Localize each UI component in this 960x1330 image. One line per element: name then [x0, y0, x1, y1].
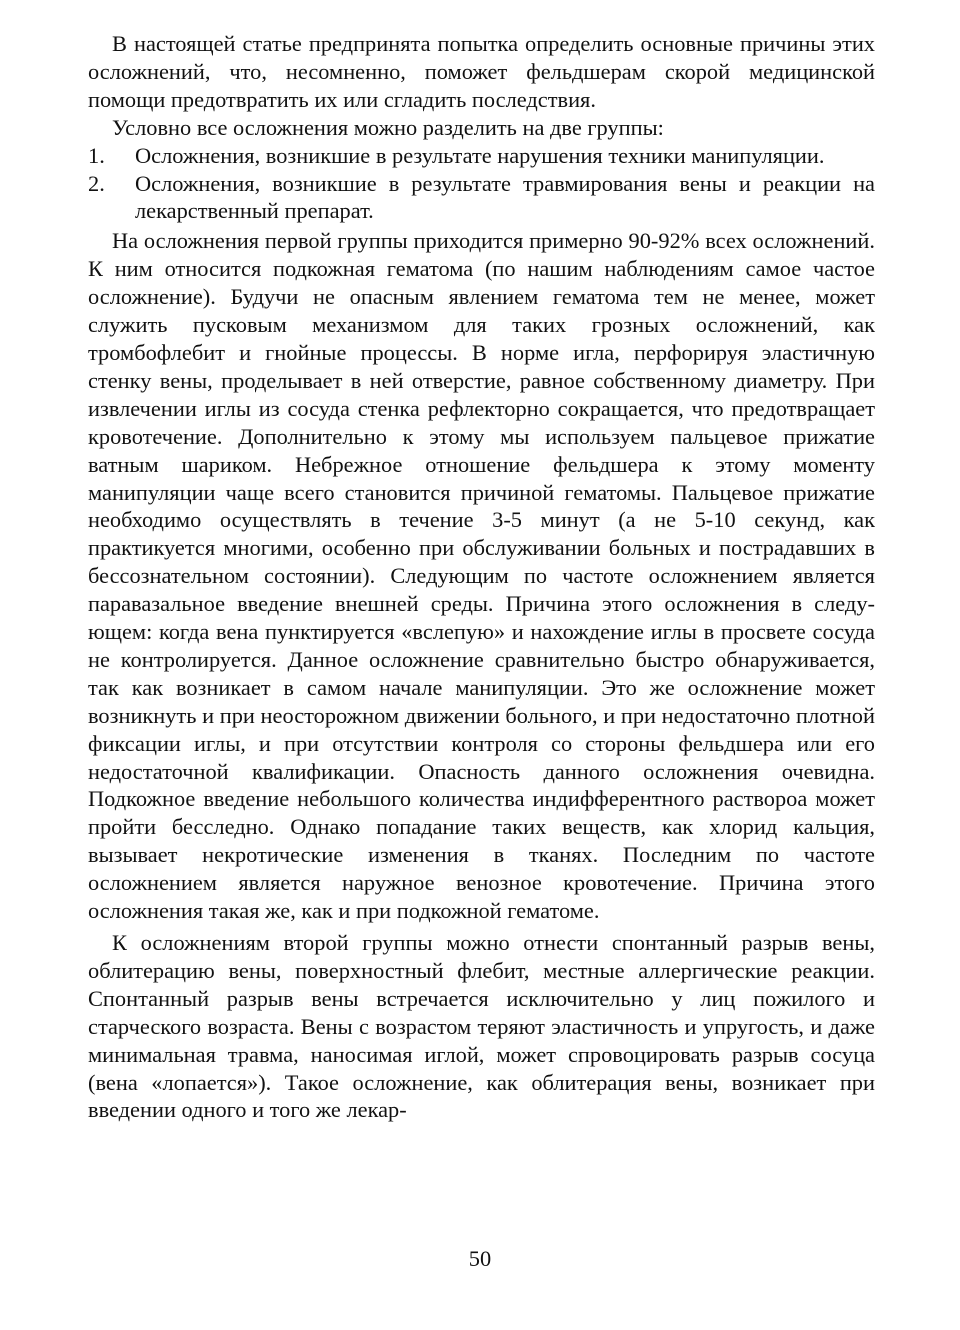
list-item-number: 1. — [88, 142, 105, 168]
paragraph-first-group: На осложнения первой группы приходится примерно 90-92% всех осложнений. К ним относится подкожная гематома (по нашим наблюдениям самое частое осложнение). Будучи не опасным явлением гематома тем не менее, может служить пусковым механизмом для таких грозных осложнений, как тромбофлебит и гнойные процессы. В норме игла, перфорируя эластичную стенку вены, проделывает в ней отверстие, равное собственному диаметру. При извлечении иглы из сосуда стенка рефлекторно сокращается, что предотвращает кровотечение. Дополнительно к этому мы используем пальцевое прижатие ватным шариком. Небрежное отношение фельдшера к этому моменту манипуляции чаще всего становится причиной гематомы. Пальцевое прижатие необходимо осуществлять в течение 3-5 минут (а не 5-10 секунд, как практикуется многими, особенно при обслуживании больных и пострадавших в бессознательном состоянии). Следующим по частоте осложнением является паравазальное введение внешней среды. Причина этого осложнения в следующем: когда вена пунктируется «вслепую» и нахождение иглы в просвете сосуда не контролируется. Данное осложнение сравнительно быстро обнаруживается, так как возникает в самом начале манипуляции. Это же осложнение может возникнуть и при неосторожном движении больного, и при недостаточно плотной фиксации иглы, и при отсутствии контроля со стороны фельдшера или его недостаточной квалификации. Опасность данного осложнения очевидна. Подкожное введение небольшого количества индифферентного раствороа может пройти бесследно. Однако попадание таких веществ, как хлорид кальция, вызывает некротические изменения в тканях. Последним по частоте осложнением является наружное венозное кровотечение. Причина этого осложнения такая же, как и при подкожной гематоме. — [88, 228, 875, 924]
list-item-text: Осложнения, возникшие в результате нарушения техники манипуляции. — [135, 142, 825, 168]
list-item — [88, 142, 875, 170]
paragraph-second-group: К осложнениям второй группы можно отнести спонтанный разрыв вены, облитерацию вены, поверхностный флебит, местные аллергические реакции. Спонтанный разрыв вены встречается исключительно у лиц пожилого и старческого возраста. Вены с возрастом теряют эластичность и упругость, и даже минимальная травма, наносимая иглой, может спровоцировать разрыв сосуца (вена «лопается»). Такое осложнение, как облитерация вены, возникает при введении одного и того же лекар- — [88, 930, 875, 1123]
list-item-number: 2. — [88, 170, 105, 196]
list-item — [88, 170, 875, 226]
complication-groups-list — [88, 142, 875, 226]
paragraph-groups-lead: Условно все осложнения можно разделить на две группы: — [112, 114, 664, 140]
page-number: 50 — [468, 1246, 492, 1271]
list-item-text: Осложнения, возникшие в результате травмирования вены и реакции на лекарственный препарат. — [135, 170, 875, 224]
page-body — [88, 30, 875, 1124]
paragraph-intro: В настоящей статье предпринята попытка определить основные причины этих осложнений, что, несомненно, поможет фельдшерам скорой медицинской помощи предотвратить их или сгладить последствия. — [88, 31, 875, 112]
